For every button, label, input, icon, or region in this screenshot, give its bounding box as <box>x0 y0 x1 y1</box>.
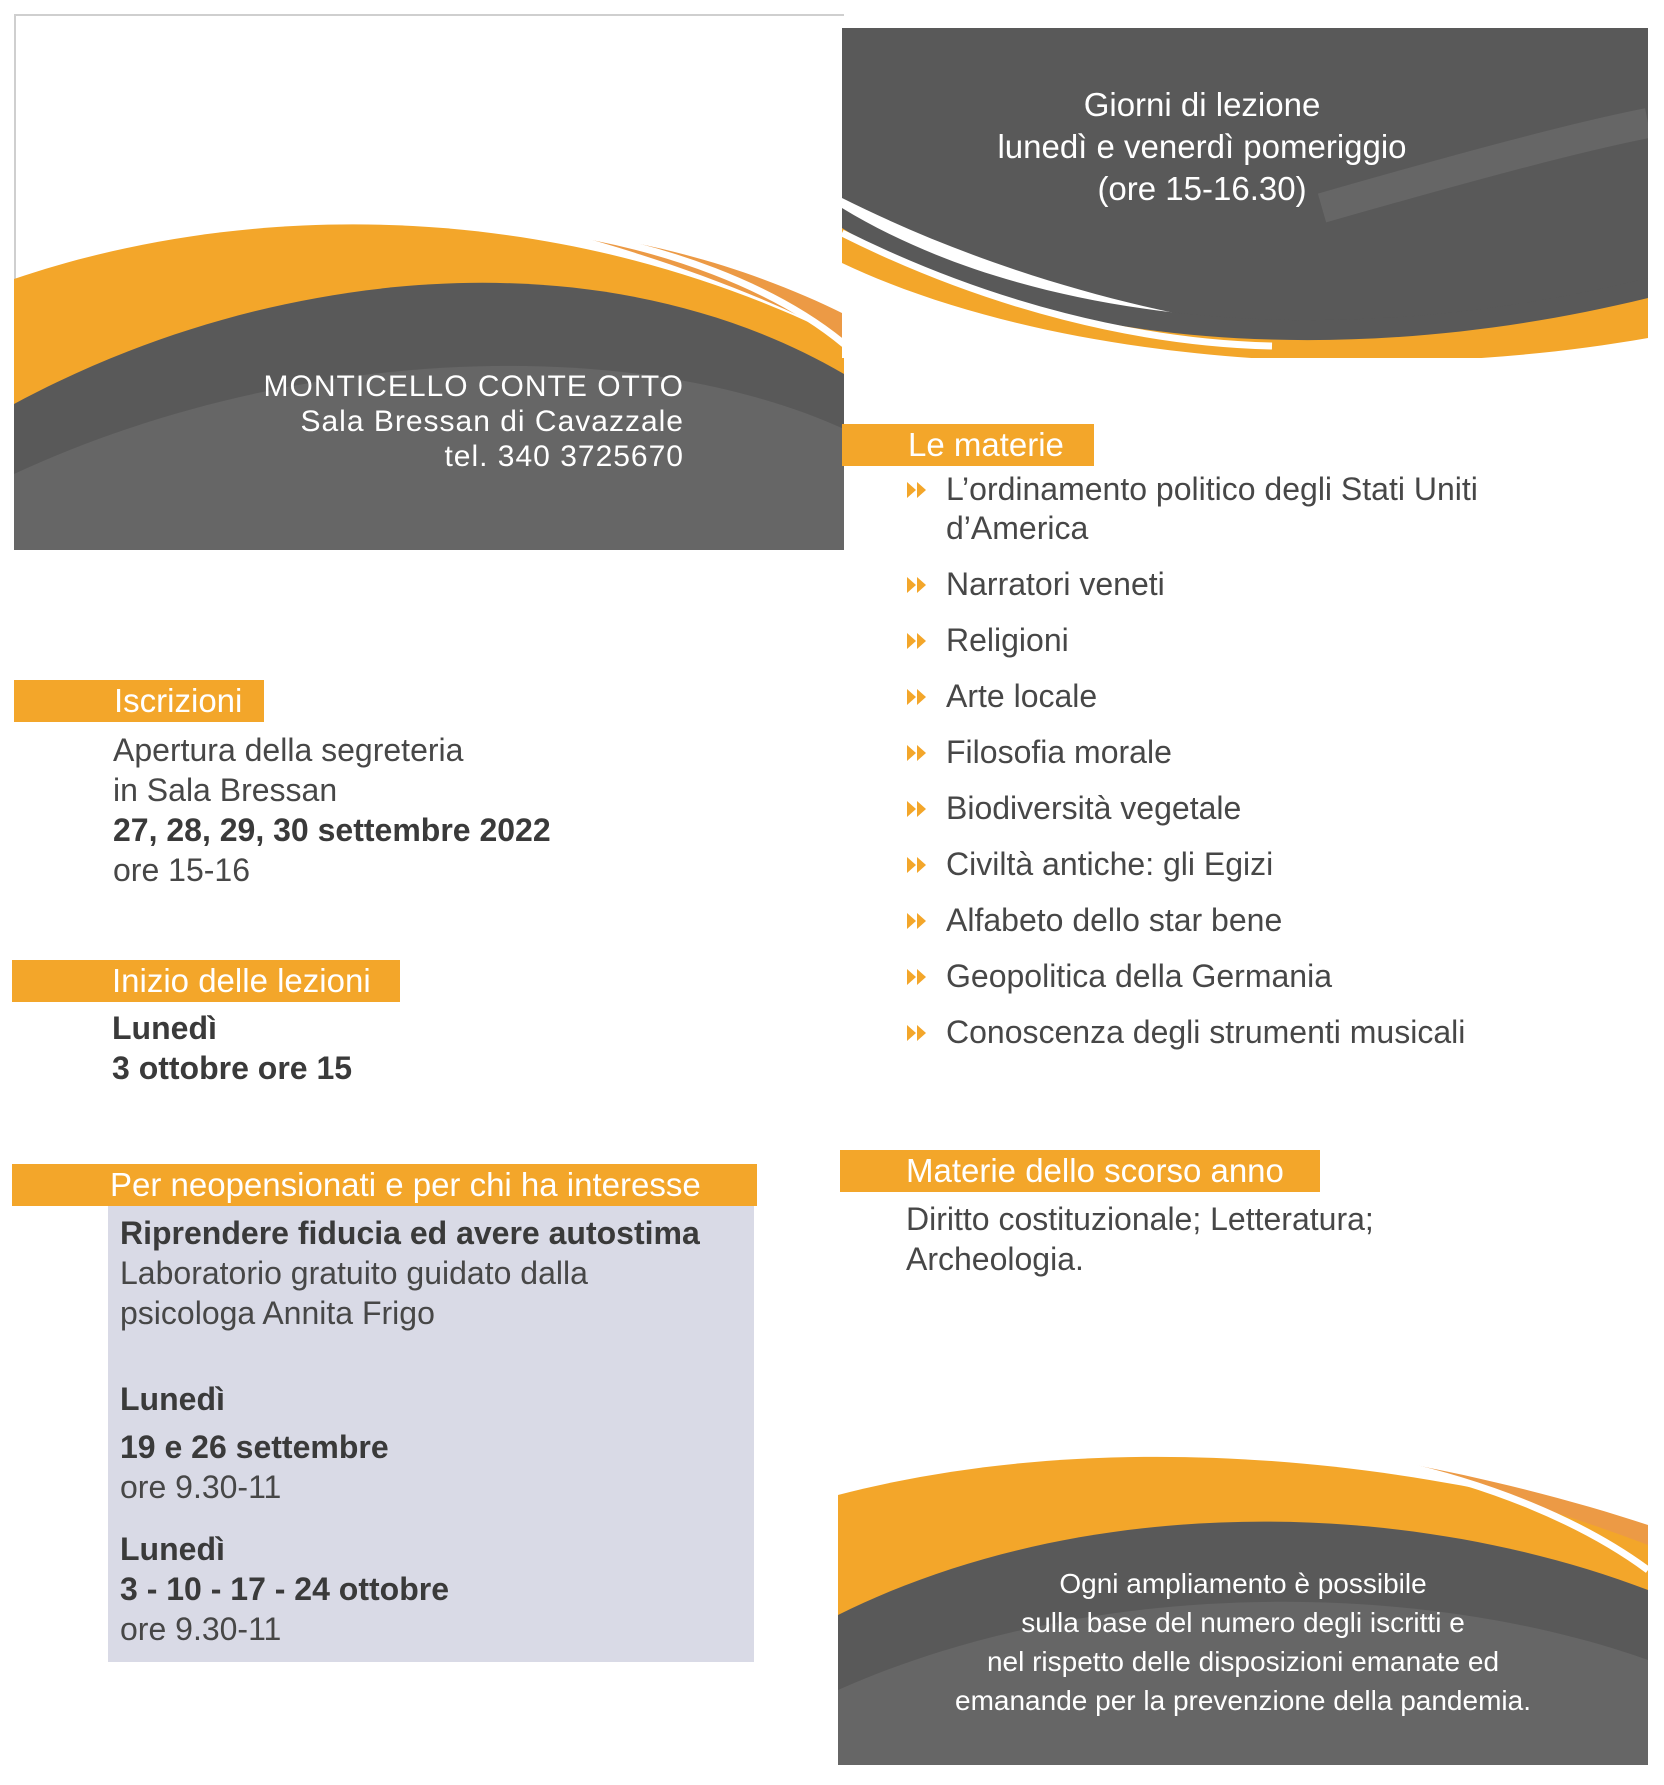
double-chevron-right-icon <box>906 911 928 931</box>
subject-item <box>906 901 1596 940</box>
location-card <box>14 14 844 550</box>
iscrizioni-hours: ore 15-16 <box>113 852 250 888</box>
subject-label: Arte locale <box>946 678 1098 714</box>
location-venue: Sala Bressan di Cavazzale <box>300 405 684 438</box>
subject-item <box>906 621 1596 660</box>
iscrizioni-details <box>113 730 551 890</box>
neopensionati-block1-hours: ore 9.30-11 <box>120 1469 282 1505</box>
schedule-hours: (ore 15-16.30) <box>1097 170 1307 207</box>
location-phone: tel. 340 3725670 <box>444 440 684 473</box>
location-town: MONTICELLO CONTE OTTO <box>263 370 684 403</box>
schedule-card <box>842 28 1648 358</box>
double-chevron-right-icon <box>906 480 928 500</box>
subject-item <box>906 789 1596 828</box>
scorso-anno-heading: Materie dello scorso anno <box>840 1150 1320 1192</box>
neopensionati-details <box>120 1213 700 1649</box>
neopensionati-block2-hours: ore 9.30-11 <box>120 1611 282 1647</box>
location-text <box>264 369 684 474</box>
iscrizioni-line2: in Sala Bressan <box>113 772 338 808</box>
subject-label: L’ordinamento politico degli Stati Uniti d’America <box>946 471 1478 546</box>
inizio-date: 3 ottobre ore 15 <box>112 1050 353 1086</box>
schedule-text <box>842 84 1562 210</box>
inizio-details <box>112 1008 352 1088</box>
subject-label: Civiltà antiche: gli Egizi <box>946 846 1274 882</box>
notice-line4: emanande per la prevenzione della pandemia. <box>955 1685 1531 1716</box>
scorso-anno-line1: Diritto costituzionale; Letteratura; <box>906 1201 1374 1237</box>
notice-line1: Ogni ampliamento è possibile <box>1059 1568 1427 1599</box>
double-chevron-right-icon <box>906 967 928 987</box>
subjects-heading: Le materie <box>842 424 1094 466</box>
subject-item <box>906 957 1596 996</box>
inizio-heading: Inizio delle lezioni <box>12 960 400 1002</box>
subjects-list <box>906 470 1596 1069</box>
notice-line2: sulla base del numero degli iscritti e <box>1021 1607 1465 1638</box>
subject-label: Narratori veneti <box>946 566 1165 602</box>
double-chevron-right-icon <box>906 687 928 707</box>
notice-text <box>838 1564 1648 1720</box>
double-chevron-right-icon <box>906 855 928 875</box>
double-chevron-right-icon <box>906 743 928 763</box>
subject-item <box>906 1013 1596 1052</box>
double-chevron-right-icon <box>906 631 928 651</box>
inizio-day: Lunedì <box>112 1010 217 1046</box>
scorso-anno-line2: Archeologia. <box>906 1241 1084 1277</box>
subject-item <box>906 565 1596 604</box>
neopensionati-title: Riprendere fiducia ed avere autostima <box>120 1215 700 1251</box>
subject-item <box>906 845 1596 884</box>
subject-item <box>906 470 1596 548</box>
subject-label: Biodiversità vegetale <box>946 790 1242 826</box>
iscrizioni-dates: 27, 28, 29, 30 settembre 2022 <box>113 812 551 848</box>
neopensionati-heading: Per neopensionati e per chi ha interesse <box>12 1164 757 1206</box>
neopensionati-block2-day: Lunedì <box>120 1531 225 1567</box>
neopensionati-block1-day: Lunedì <box>120 1381 225 1417</box>
subject-label: Conoscenza degli strumenti musicali <box>946 1014 1466 1050</box>
iscrizioni-heading: Iscrizioni <box>14 680 264 722</box>
double-chevron-right-icon <box>906 799 928 819</box>
neopensionati-desc1: Laboratorio gratuito guidato dalla <box>120 1255 588 1291</box>
neopensionati-block2-dates: 3 - 10 - 17 - 24 ottobre <box>120 1571 449 1607</box>
schedule-days: lunedì e venerdì pomeriggio <box>997 128 1407 165</box>
subject-item <box>906 733 1596 772</box>
iscrizioni-line1: Apertura della segreteria <box>113 732 464 768</box>
neopensionati-desc2: psicologa Annita Frigo <box>120 1295 435 1331</box>
subject-label: Geopolitica della Germania <box>946 958 1332 994</box>
double-chevron-right-icon <box>906 1023 928 1043</box>
notice-card <box>838 1440 1648 1765</box>
scorso-anno-details <box>906 1199 1374 1279</box>
subject-label: Religioni <box>946 622 1069 658</box>
schedule-title: Giorni di lezione <box>1083 86 1321 123</box>
subject-item <box>906 677 1596 716</box>
subject-label: Alfabeto dello star bene <box>946 902 1283 938</box>
notice-line3: nel rispetto delle disposizioni emanate ed <box>986 1646 1500 1677</box>
neopensionati-block1-dates: 19 e 26 settembre <box>120 1429 389 1465</box>
double-chevron-right-icon <box>906 575 928 595</box>
subject-label: Filosofia morale <box>946 734 1172 770</box>
